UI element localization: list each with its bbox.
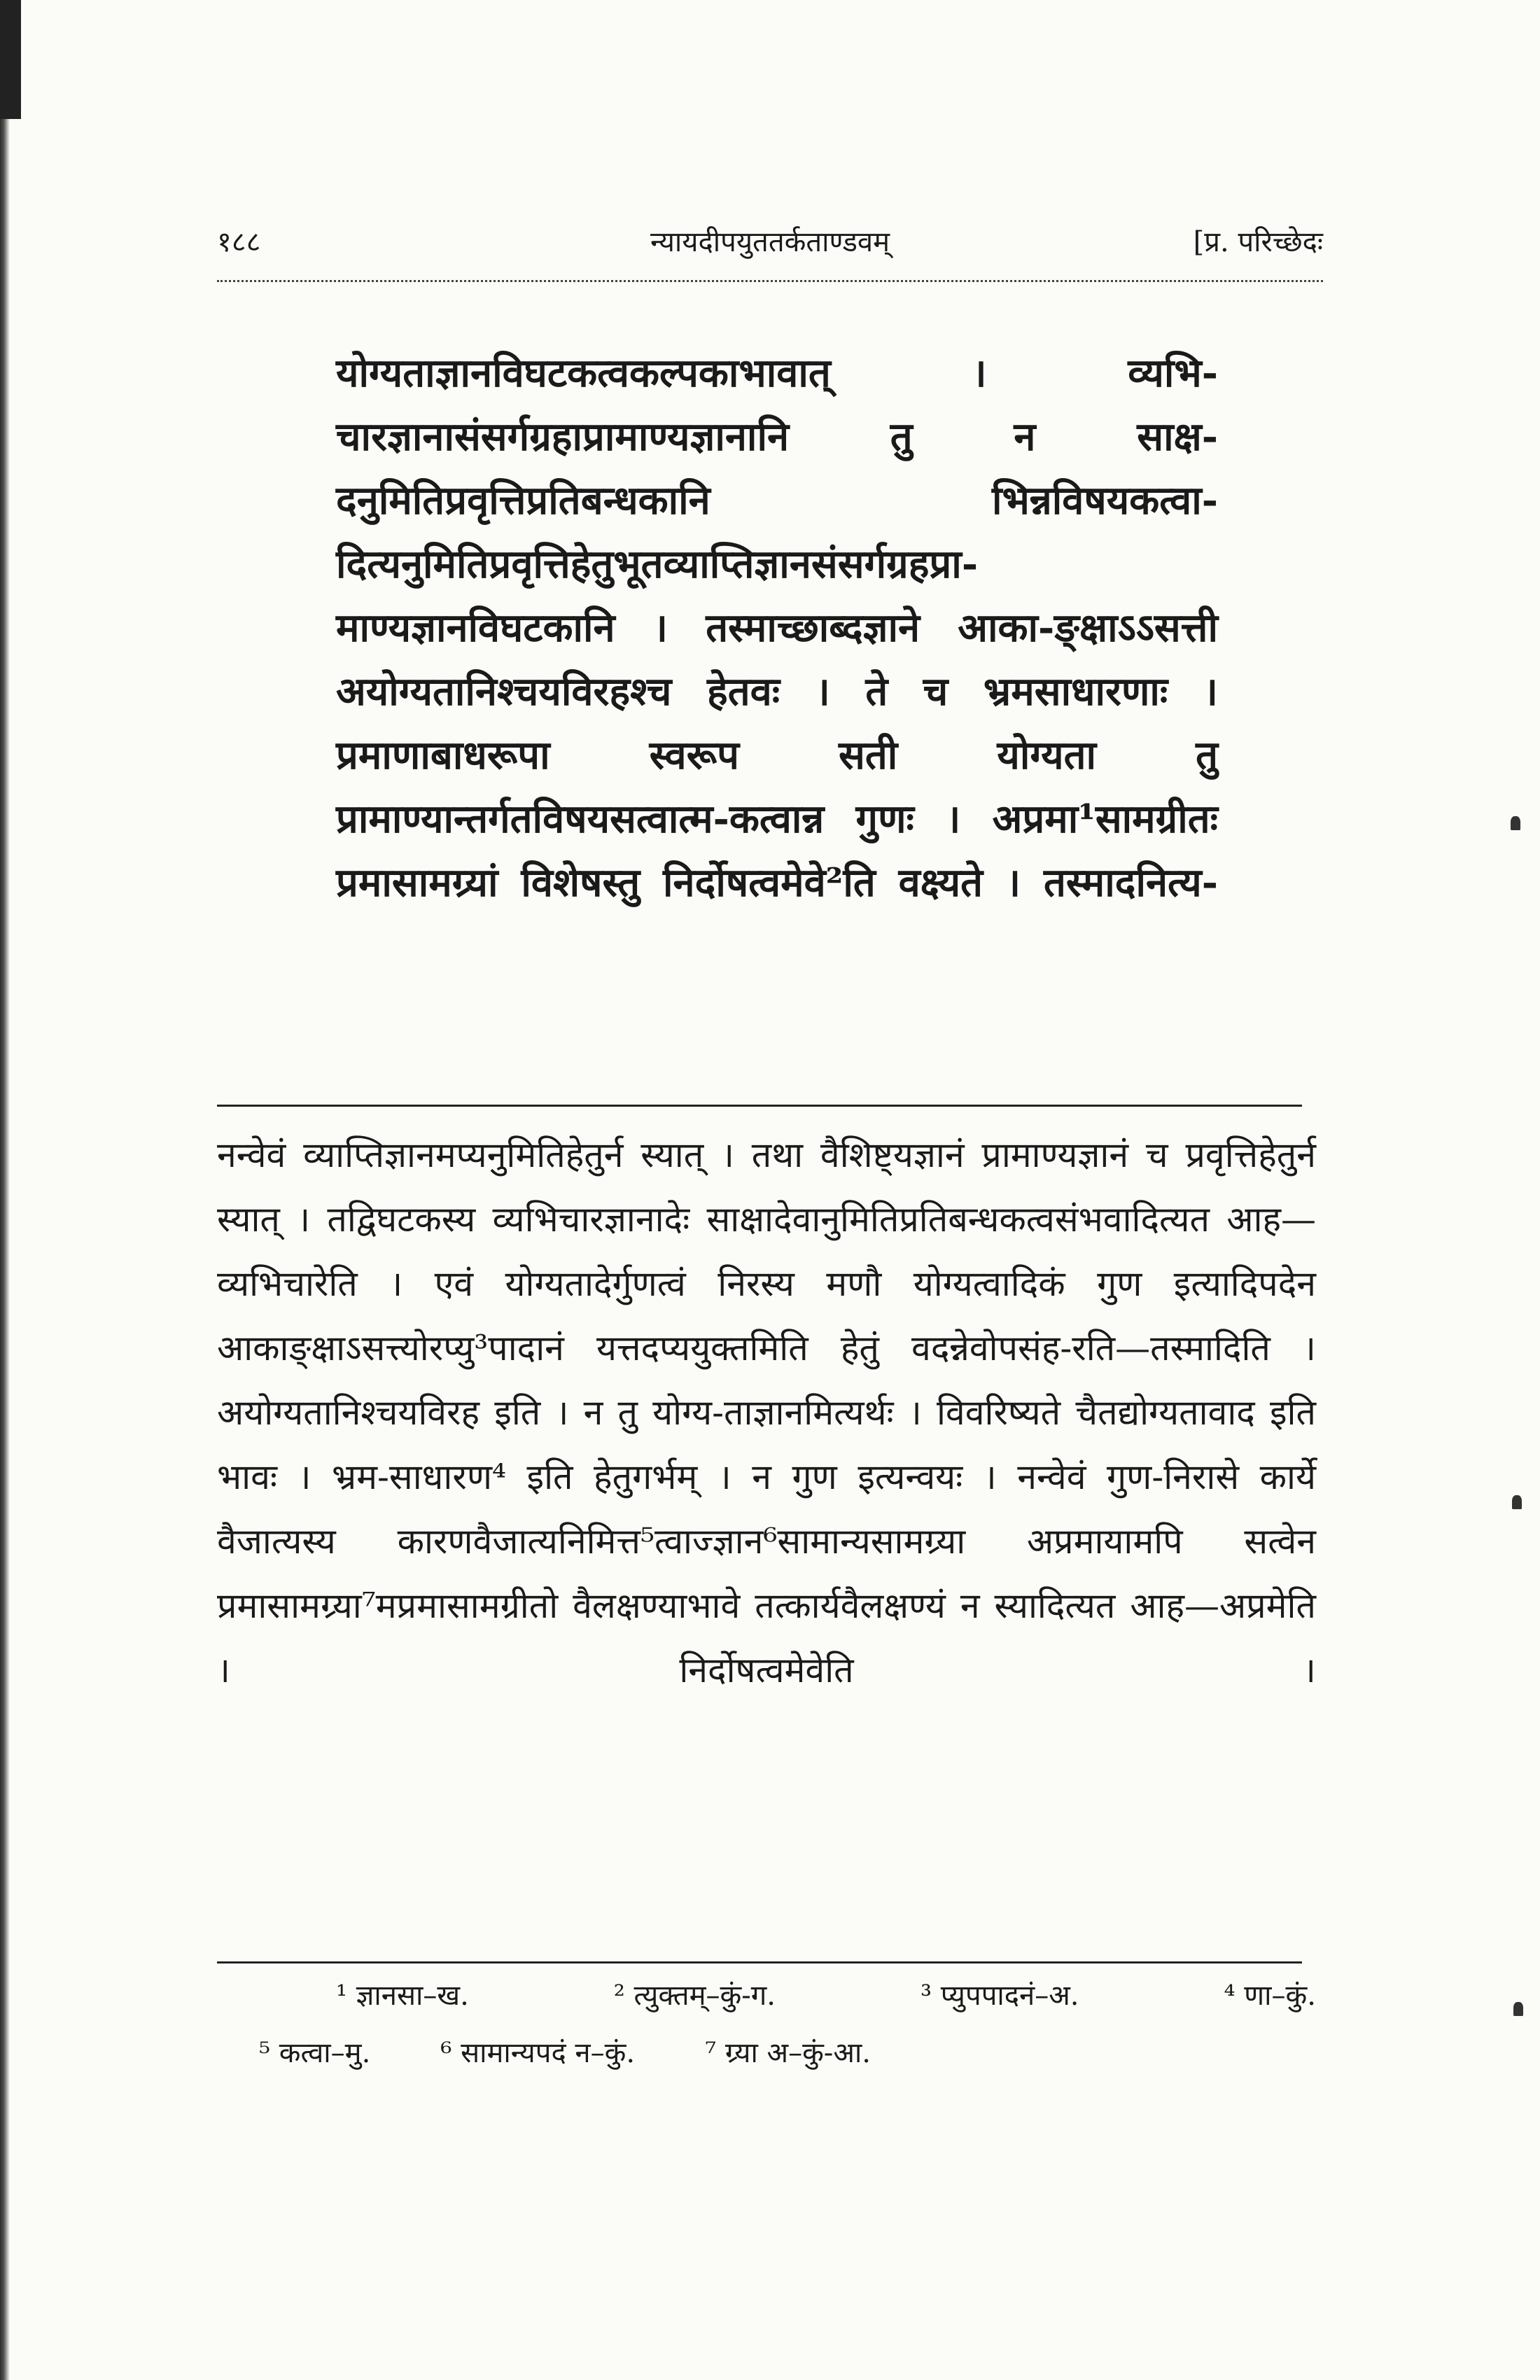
scan-speck <box>1511 816 1520 830</box>
footnote: ⁴ णा–कुं. <box>1224 1980 1316 2012</box>
footnote: ² त्युक्तम्–कुं-ग. <box>613 1980 776 2012</box>
scan-speck <box>1512 1495 1522 1509</box>
footnote: ¹ ज्ञानसा–ख. <box>336 1980 469 2012</box>
footnote: ⁷ ग्र्या अ–कुं-आ. <box>705 2037 871 2069</box>
footnotes <box>217 1967 1316 2082</box>
header-rule <box>217 280 1323 282</box>
footnote-line <box>217 2024 1316 2082</box>
footnote: ⁶ सामान्यपदं न–कुं. <box>440 2037 636 2069</box>
footnote: ³ प्युपपादनं–अ. <box>920 1980 1079 2012</box>
footnote: ⁵ कत्वा–मु. <box>259 2037 371 2069</box>
scan-speck <box>1513 2002 1523 2016</box>
section-label: [प्र. परिच्छेदः <box>1193 226 1323 258</box>
commentary-divider <box>217 1105 1302 1107</box>
scan-shadow-corner <box>0 0 21 119</box>
main-text: योग्यताज्ञानविघटकत्वकल्पकाभावात् । व्यभि-चारज्ञानासंसर्गग्रहाप्रामाण्यज्ञानानि तु न साक्ष-दनुमितिप्रवृत्तिप्रतिबन्धकानि भिन्नविषयकत्वा-दित्यनुमितिप्रवृत्तिहेतुभूतव्याप्तिज्ञानसंसर्गग्रहप्रा-माण्यज्ञानविघटकानि । तस्माच्छाब्दज्ञाने आका-ङ्क्षाऽऽसत्ती अयोग्यतानिश्चयविरहश्च हेतवः । ते च भ्रमसाधारणाः । प्रमाणाबाधरूपा स्वरूप सती योग्यता तु प्रामाण्यान्तर्गतविषयसत्वात्म-कत्वान्न गुणः । अप्रमा¹सामग्रीतः प्रमासामग्र्यां विशेषस्तु निर्दोषत्वमेवे²ति वक्ष्यते । तस्मादनित्य- <box>336 350 1218 906</box>
commentary-text: नन्वेवं व्याप्तिज्ञानमप्यनुमितिहेतुर्न स्यात् । तथा वैशिष्ट्यज्ञानं प्रामाण्यज्ञानं च प्रवृत्तिहेतुर्न स्यात् । तद्विघटकस्य व्यभिचारज्ञानादेः साक्षादेवानुमितिप्रतिबन्धकत्वसंभवादित्यत आह—व्यभिचारेति । एवं योग्यतादेर्गुणत्वं निरस्य मणौ योग्यत्वादिकं गुण इत्यादिपदेन आकाङ्क्षाऽसत्त्योरप्यु³पादानं यत्तदप्ययुक्तमिति हेतुं वदन्नेवोपसंह-रति—तस्मादिति । अयोग्यतानिश्चयविरह इति । न तु योग्य-ताज्ञानमित्यर्थः । विवरिष्यते चैतद्योग्यतावाद इति भावः । भ्रम-साधारण⁴ इति हेतुगर्भम् । न गुण इत्यन्वयः । नन्वेवं गुण-निरासे कार्ये वैजात्यस्य कारणवैजात्यनिमित्त⁵त्वाज्ज्ञान⁶सामान्यसामग्र्या अप्रमायामपि सत्वेन प्रमासामग्र्या⁷मप्रमासामग्रीतो वैलक्षण्याभावे तत्कार्यवैलक्षण्यं न स्यादित्यत आह—अप्रमेति । निर्दोषत्वमेवेति । <box>217 1135 1316 1690</box>
running-title: न्यायदीपयुततर्कताण्डवम् <box>650 226 890 258</box>
footnote-divider <box>217 1961 1302 1963</box>
footnote-line <box>217 1967 1316 2024</box>
scan-shadow-left <box>0 0 10 2380</box>
page-number: १८८ <box>217 226 261 258</box>
page-header <box>217 221 1323 263</box>
